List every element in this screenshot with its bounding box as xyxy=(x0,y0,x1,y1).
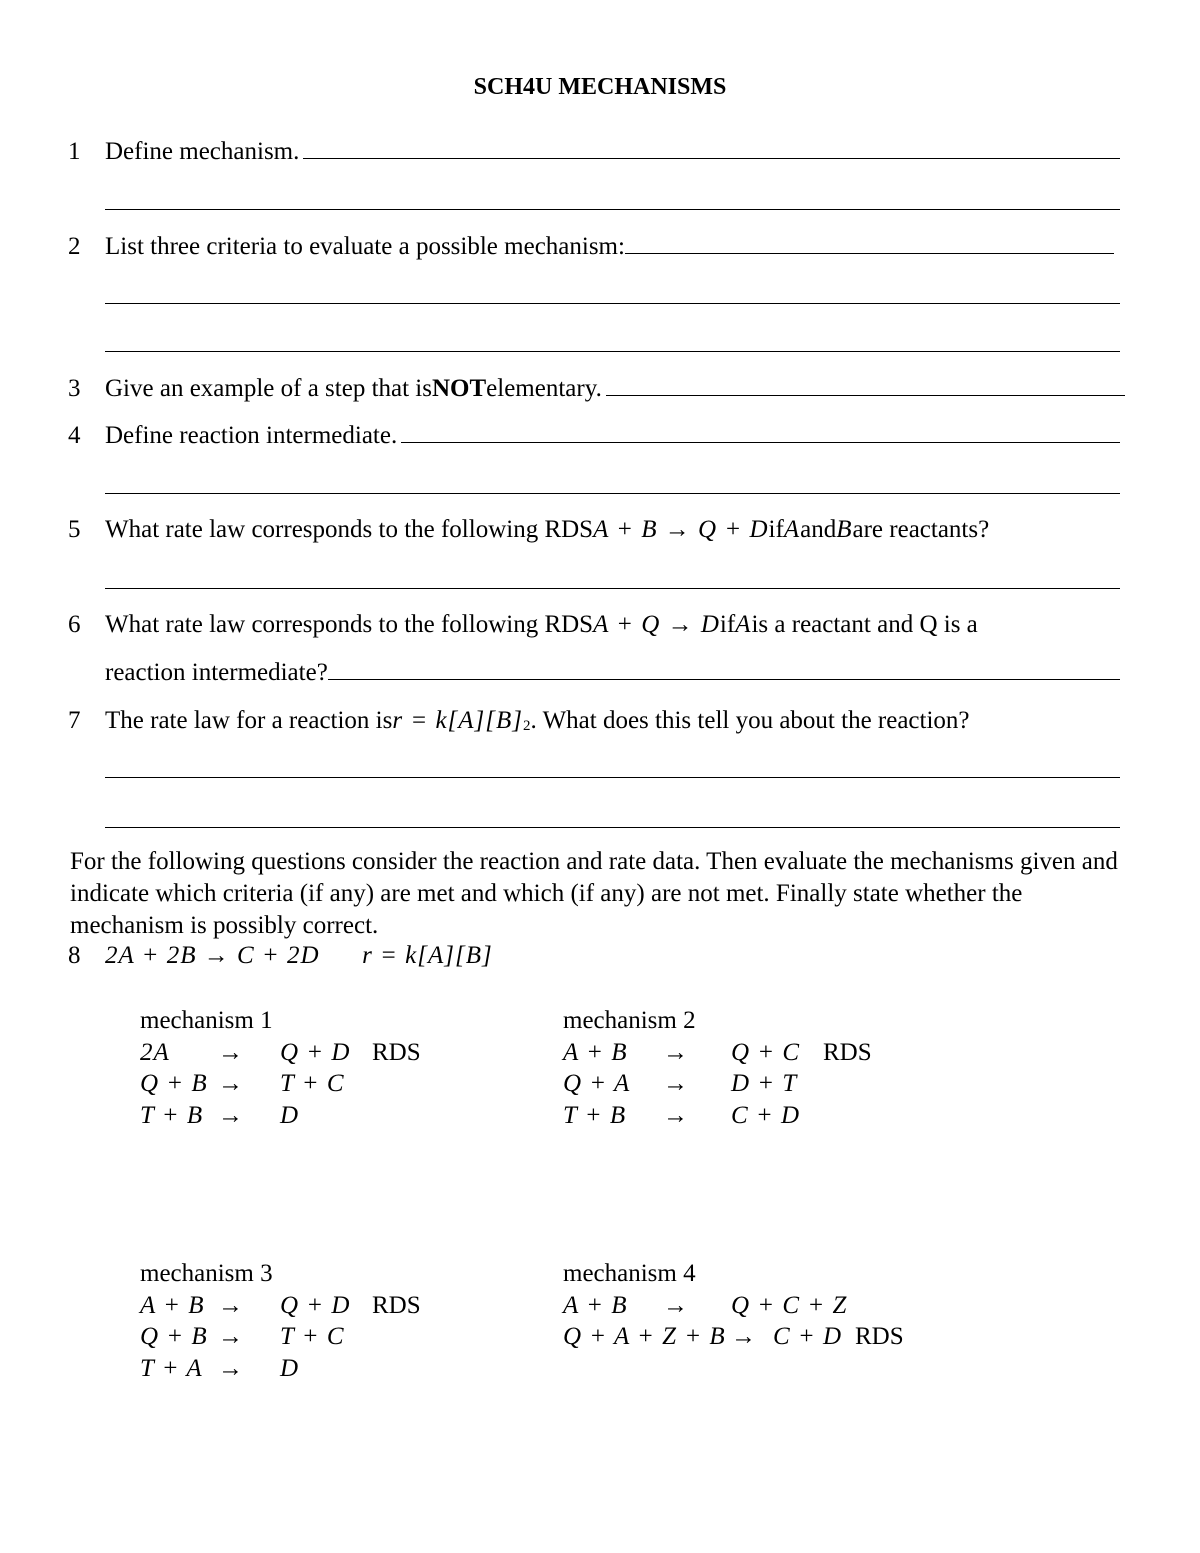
question-4 xyxy=(105,416,1120,450)
question-number-6: 6 xyxy=(68,611,81,638)
step-products: C + D xyxy=(773,1323,843,1350)
step-products: D + T xyxy=(731,1070,798,1097)
step-rds-label: RDS xyxy=(855,1323,904,1350)
step-reactants: Q + A + Z + B xyxy=(563,1323,726,1350)
question-6-continued xyxy=(105,653,1120,687)
mechanism-4-step-2 xyxy=(563,1321,904,1353)
answer-line-7a[interactable] xyxy=(105,777,1120,778)
answer-line-2a[interactable] xyxy=(625,253,1114,254)
arrow-right-icon: → xyxy=(218,1070,243,1097)
mechanism-4 xyxy=(563,1258,904,1353)
step-products: T + C xyxy=(280,1323,345,1350)
step-reactants: T + A xyxy=(140,1354,203,1382)
question-7-text-after: . What does this tell you about the reaction? xyxy=(530,707,970,734)
question-6-text-after: is a reactant and Q is a xyxy=(751,611,978,638)
question-3 xyxy=(105,369,1125,403)
mechanism-3-step-2 xyxy=(140,1321,421,1353)
arrow-right-icon: → xyxy=(731,1323,756,1350)
mechanism-1-step-2 xyxy=(140,1068,421,1100)
question-5-var-b: B xyxy=(836,516,853,543)
step-products: Q + D xyxy=(280,1038,351,1066)
arrow-right-icon: → xyxy=(663,1038,688,1066)
page-title: SCH4U MECHANISMS xyxy=(473,74,727,100)
mechanism-1-title: mechanism 1 xyxy=(140,1007,273,1034)
arrow-right-icon: → xyxy=(218,1101,243,1129)
answer-line-7b[interactable] xyxy=(105,827,1120,828)
answer-line-1b[interactable] xyxy=(105,209,1120,210)
step-rds-label: RDS xyxy=(372,1291,421,1319)
question-number-4: 4 xyxy=(68,422,81,449)
question-number-8: 8 xyxy=(68,942,81,969)
mechanism-3 xyxy=(140,1258,421,1384)
step-rds-label: RDS xyxy=(372,1038,421,1066)
question-3-bold: NOT xyxy=(431,375,487,402)
question-7-exponent: 2 xyxy=(523,718,531,734)
instructions-paragraph: For the following questions consider the reaction and rate data. Then evaluate the mechanisms given and indicate which criteria (if any) are met and which (if any) are not met. Finally state whether the mechanism is possibly correct. xyxy=(70,848,1118,939)
step-products: Q + D xyxy=(280,1291,351,1319)
mechanism-2 xyxy=(563,1005,872,1131)
answer-line-2c[interactable] xyxy=(105,351,1120,352)
step-reactants: Q + A xyxy=(563,1070,631,1097)
arrow-right-icon: → xyxy=(663,1291,688,1319)
mechanism-2-step-1 xyxy=(563,1037,872,1069)
mechanism-2-title: mechanism 2 xyxy=(563,1007,696,1034)
arrow-right-icon: → xyxy=(218,1354,243,1382)
answer-line-4a[interactable] xyxy=(401,442,1120,443)
question-8-rate-law: r = k[A][B] xyxy=(362,942,493,969)
step-reactants: A + B xyxy=(140,1291,205,1319)
question-8 xyxy=(105,942,493,970)
step-reactants: A + B xyxy=(563,1291,628,1319)
answer-line-3[interactable] xyxy=(606,395,1125,396)
question-number-3: 3 xyxy=(68,375,81,402)
question-7 xyxy=(105,701,1120,735)
question-number-1: 1 xyxy=(68,138,81,165)
question-2 xyxy=(105,227,1114,261)
question-5-text-mid: if xyxy=(768,516,784,543)
mechanism-3-title: mechanism 3 xyxy=(140,1260,273,1287)
step-reactants: A + B xyxy=(563,1038,628,1066)
mechanism-2-step-2 xyxy=(563,1068,872,1100)
step-products: Q + C xyxy=(731,1038,801,1066)
question-5-text-after: are reactants? xyxy=(852,516,990,543)
question-6 xyxy=(105,605,1120,639)
question-5-equation: A + B → Q + D xyxy=(593,516,769,543)
step-products: C + D xyxy=(731,1101,801,1129)
question-8-reaction: 2A + 2B → C + 2D xyxy=(105,942,320,969)
step-reactants: T + B xyxy=(140,1101,204,1129)
question-3-text-after: elementary. xyxy=(486,375,602,402)
question-5-text-before: What rate law corresponds to the following RDS xyxy=(105,516,594,543)
arrow-right-icon: → xyxy=(218,1038,243,1066)
answer-line-5[interactable] xyxy=(105,588,1120,589)
question-number-7: 7 xyxy=(68,707,81,734)
mechanism-3-step-3 xyxy=(140,1353,421,1385)
answer-line-4b[interactable] xyxy=(105,493,1120,494)
answer-line-6[interactable] xyxy=(328,679,1120,680)
arrow-right-icon: → xyxy=(218,1323,243,1350)
answer-line-2b[interactable] xyxy=(105,303,1120,304)
question-number-2: 2 xyxy=(68,233,81,260)
question-5-var-a: A xyxy=(783,516,801,543)
step-rds-label: RDS xyxy=(823,1038,872,1066)
mechanism-1-step-3 xyxy=(140,1100,421,1132)
step-products: D xyxy=(280,1101,300,1129)
mechanism-1-step-1 xyxy=(140,1037,421,1069)
question-6-text-mid: if xyxy=(719,611,736,638)
arrow-right-icon: → xyxy=(218,1291,243,1319)
mechanism-4-title: mechanism 4 xyxy=(563,1260,696,1287)
mechanism-1 xyxy=(140,1005,421,1131)
step-reactants: Q + B xyxy=(140,1070,208,1097)
question-6-text-before: What rate law corresponds to the following RDS xyxy=(105,611,594,638)
arrow-right-icon: → xyxy=(663,1101,688,1129)
step-reactants: T + B xyxy=(563,1101,627,1129)
question-5-text-and: and xyxy=(800,516,837,543)
question-4-text: Define reaction intermediate. xyxy=(105,422,398,449)
question-1 xyxy=(105,132,1120,166)
question-6-equation: A + Q → D xyxy=(593,611,720,638)
question-1-text: Define mechanism. xyxy=(105,138,300,165)
answer-line-1a[interactable] xyxy=(303,158,1120,159)
question-number-5: 5 xyxy=(68,516,81,543)
question-5 xyxy=(105,510,1120,544)
step-products: D xyxy=(280,1354,300,1382)
question-6-line2: reaction intermediate? xyxy=(105,659,328,686)
question-7-text-before: The rate law for a reaction is xyxy=(105,707,393,734)
question-2-text: List three criteria to evaluate a possible mechanism: xyxy=(105,233,625,260)
step-products: Q + C + Z xyxy=(731,1291,848,1319)
step-reactants: 2A xyxy=(140,1038,170,1066)
mechanism-2-step-3 xyxy=(563,1100,872,1132)
question-3-text-before: Give an example of a step that is xyxy=(105,375,432,402)
question-6-var-a: A xyxy=(735,611,752,638)
question-7-rate-law: r = k[A][B] xyxy=(392,707,524,734)
arrow-right-icon: → xyxy=(663,1070,688,1097)
step-reactants: Q + B xyxy=(140,1323,208,1350)
mechanism-3-step-1 xyxy=(140,1290,421,1322)
mechanism-4-step-1 xyxy=(563,1290,904,1322)
step-products: T + C xyxy=(280,1070,345,1097)
